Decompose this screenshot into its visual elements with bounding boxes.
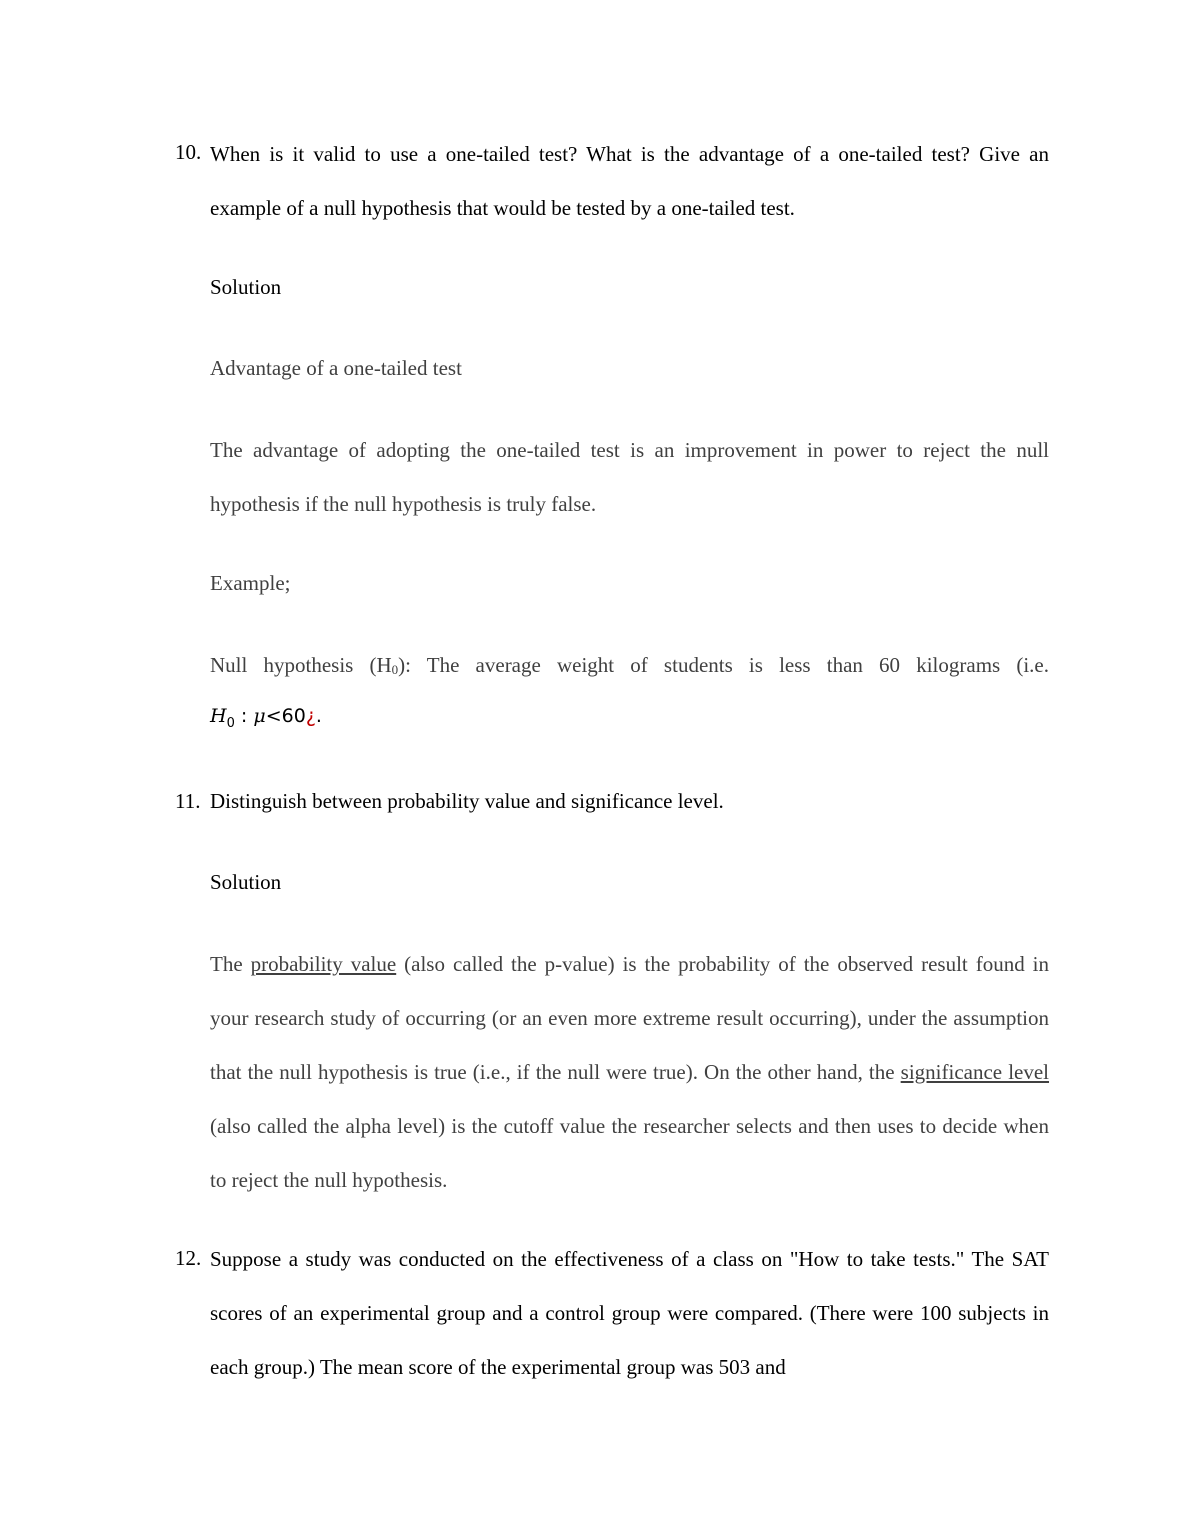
null-hypothesis-line xyxy=(210,638,1049,697)
formula-colon: : xyxy=(240,705,248,727)
question-10-number: 10. xyxy=(175,140,202,164)
formula-subscript: 0 xyxy=(226,716,235,731)
probability-value-term: probability value xyxy=(250,952,397,976)
question-10-solution-label: Solution xyxy=(210,275,282,299)
formula-mu: μ xyxy=(253,705,266,727)
question-12-number: 12. xyxy=(175,1246,202,1270)
significance-level-term: significance level xyxy=(900,1060,1050,1084)
p-value-paragraph xyxy=(210,937,1049,1207)
formula-value: 60 xyxy=(281,705,306,727)
question-11-number: 11. xyxy=(175,789,201,813)
p-value-text-2: (also called the p-value) is the probability of the observed result found in your research study of occurring (or an even more extreme result occurring), under the assumption that the null hypothesis is true (i.e., if the null were true). On the other hand, the xyxy=(210,952,1049,1084)
p-value-text-3: (also called the alpha level) is the cutoff value the researcher selects and then uses to decide when to reject the null hypothesis. xyxy=(210,1114,1049,1192)
question-11-text: Distinguish between probability value and significance level. xyxy=(210,789,724,813)
formula-less-than: < xyxy=(265,705,282,727)
null-hypothesis-subscript: 0 xyxy=(391,662,399,677)
null-hypothesis-text: ): The average weight of students is less than 60 kilograms (i.e. xyxy=(398,653,1050,677)
advantage-paragraph: The advantage of adopting the one-tailed test is an improvement in power to reject the null hypothesis if the null hypothesis is truly false. xyxy=(210,438,1049,516)
advantage-heading: Advantage of a one-tailed test xyxy=(210,356,462,380)
formula-h: H xyxy=(210,705,227,727)
null-hypothesis-formula xyxy=(210,705,322,731)
example-label: Example; xyxy=(210,571,291,595)
question-10-text: When is it valid to use a one-tailed test? What is the advantage of a one-tailed test? Give an example of a null hypothesis that would be tested by a one-tailed test. xyxy=(210,142,1049,220)
question-12-text: Suppose a study was conducted on the effectiveness of a class on "How to take tests." The SAT scores of an experimental group and a control group were compared. (There were 100 subjects in each group.) The mean score of the experimental group was 503 and xyxy=(210,1247,1049,1379)
p-value-text-1: The xyxy=(210,952,251,976)
formula-period: . xyxy=(315,705,322,727)
formula-error-glyph: ¿ xyxy=(305,705,316,727)
null-hypothesis-prefix: Null hypothesis (H xyxy=(210,653,392,677)
question-11-solution-label: Solution xyxy=(210,870,282,894)
